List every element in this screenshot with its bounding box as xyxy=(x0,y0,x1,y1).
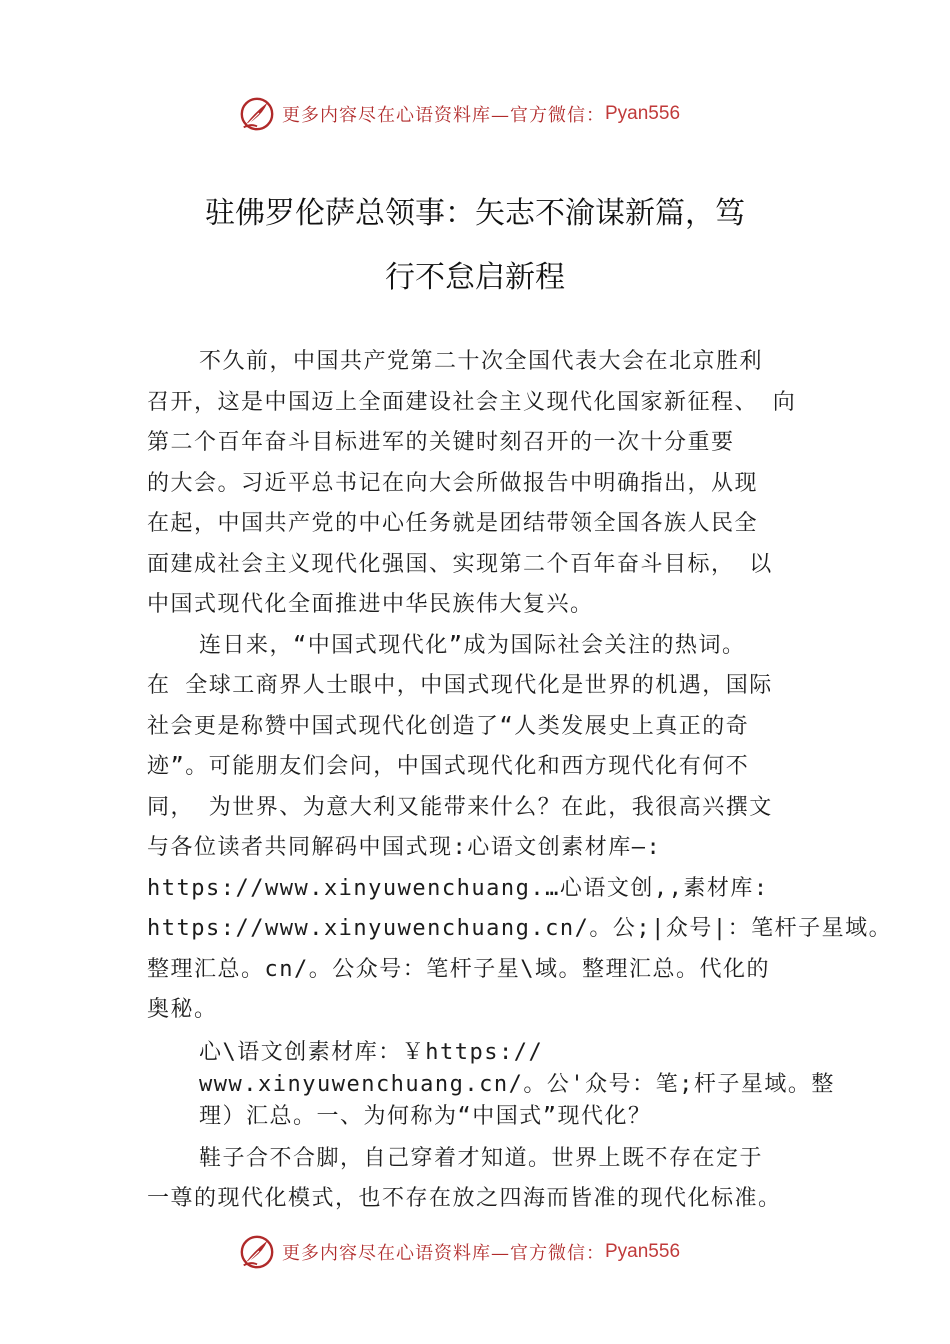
body-line: 中国式现代化全面推进中华民族伟大复兴。 xyxy=(147,592,594,617)
title-line-1: 驻佛罗伦萨总领事：矢志不渝谋新篇，笃 xyxy=(205,196,745,231)
body-line: 奥秘。 xyxy=(147,997,218,1022)
body-line: 同， 为世界、为意大利又能带来什么？在此，我很高兴撰文 xyxy=(147,794,773,820)
body-line: www.xinyuwenchuang.cn/。公'众号：笔;杆子星域。整 xyxy=(199,1071,835,1097)
body-line: 在 全球工商界人士眼中，中国式现代化是世界的机遇，国际 xyxy=(147,673,773,698)
body-line: https://www.xinyuwenchuang.…心语文创,,素材库: xyxy=(147,875,769,901)
body-line: 连日来，“中国式现代化”成为国际社会关注的热词。 xyxy=(199,632,746,658)
banner-text: 更多内容尽在心语资料库—官方微信： xyxy=(282,1243,605,1264)
page-title xyxy=(140,182,810,310)
banner-wechat-id: Pyan556 xyxy=(605,103,681,124)
body-line: 一尊的现代化模式，也不存在放之四海而皆准的现代化标准。 xyxy=(147,1186,782,1211)
body-line: 鞋子合不合脚，自己穿着才知道。世界上既不存在定于 xyxy=(199,1145,764,1171)
quill-logo-icon xyxy=(238,1233,276,1271)
quill-logo-icon xyxy=(238,95,276,133)
body-line: 与各位读者共同解码中国式现:心语文创素材库—: xyxy=(147,835,662,860)
body-line: 召开，这是中国迈上全面建设社会主义现代化国家新征程、 向 xyxy=(147,389,797,415)
body-line: 在起，中国共产党的中心任务就是团结带领全国各族人民全 xyxy=(147,511,759,536)
body-line: 的大会。习近平总书记在向大会所做报告中明确指出，从现 xyxy=(147,470,759,496)
body-line: 心\语文创素材库：￥https:// xyxy=(199,1039,544,1065)
body-line: 面建成社会主义现代化强国、实现第二个百年奋斗目标， 以 xyxy=(147,551,773,577)
article-body xyxy=(147,342,893,1220)
banner-wechat-id: Pyan556 xyxy=(605,1241,681,1262)
body-line: 迹”。可能朋友们会问，中国式现代化和西方现代化有何不 xyxy=(147,754,750,779)
body-line: 社会更是称赞中国式现代化创造了“人类发展史上真正的奇 xyxy=(147,713,750,739)
banner-text: 更多内容尽在心语资料库—官方微信： xyxy=(282,105,605,126)
header-banner xyxy=(238,94,680,134)
body-line: 整理汇总。cn/。公众号：笔杆子星\域。整理汇总。代化的 xyxy=(147,956,770,982)
body-line: 第二个百年奋斗目标进军的关键时刻召开的一次十分重要 xyxy=(147,430,735,455)
body-line: https://www.xinyuwenchuang.cn/。公;|众号|：笔杆子星域。 xyxy=(147,916,893,941)
body-line: 理）汇总。一、为何称为“中国式”现代化？ xyxy=(199,1103,652,1129)
body-line: 不久前，中国共产党第二十次全国代表大会在北京胜利 xyxy=(199,349,764,374)
footer-banner xyxy=(238,1232,680,1272)
title-line-2: 行不怠启新程 xyxy=(385,260,565,295)
